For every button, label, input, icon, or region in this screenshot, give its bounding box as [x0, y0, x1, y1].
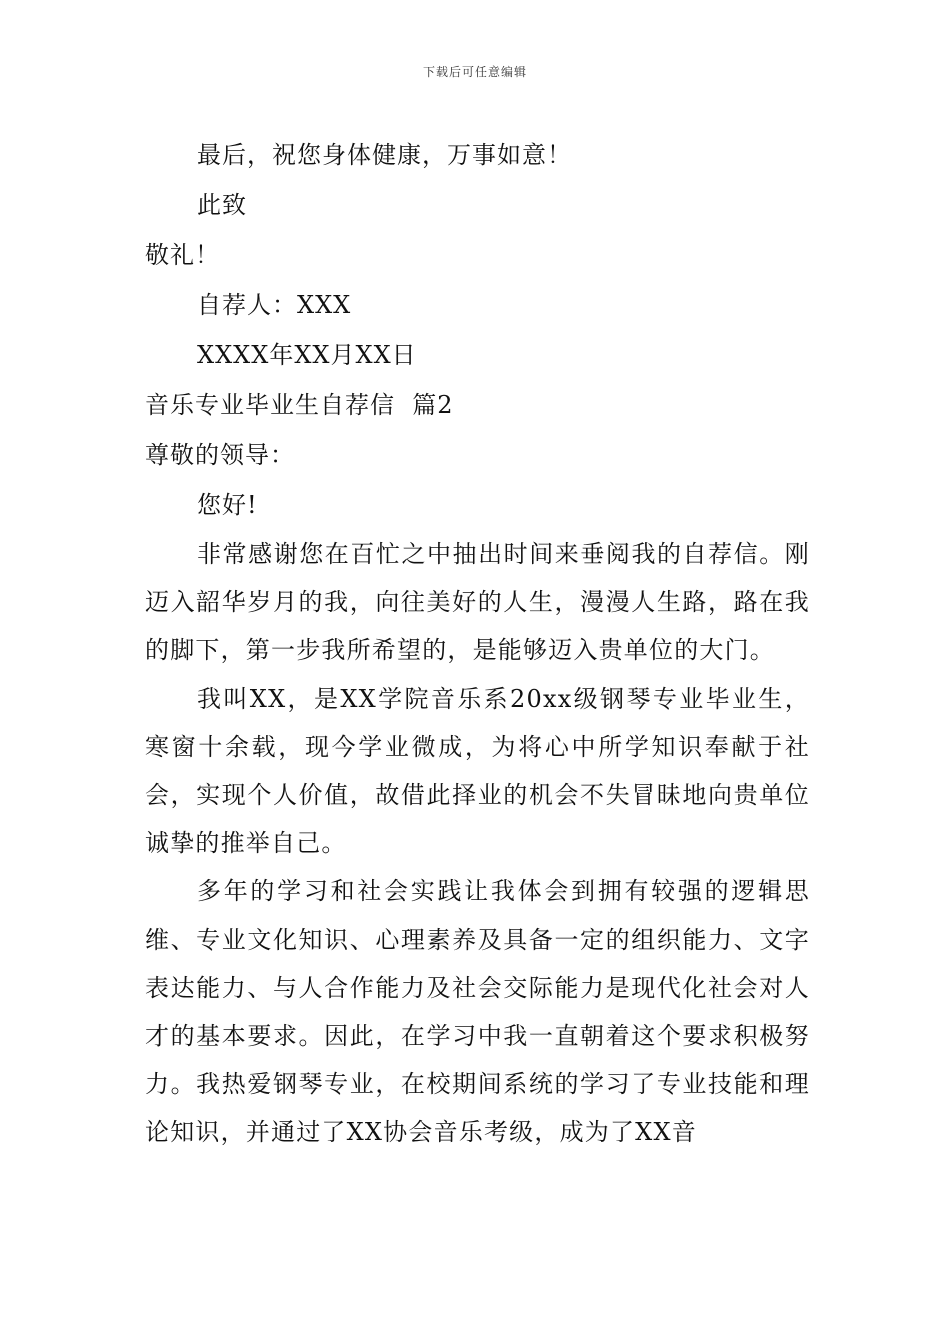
addressee: 尊敬的领导： [145, 441, 295, 469]
greeting: 您好! [197, 491, 258, 519]
document-body [145, 130, 810, 1157]
section-title: 音乐专业毕业生自荐信 篇2 [145, 391, 454, 419]
salutation-line-1: 此致 [197, 191, 247, 219]
closing-wish: 最后，祝您身体健康，万事如意！ [197, 141, 572, 169]
salutation-line-2: 敬礼！ [145, 241, 220, 269]
paragraph: 非常感谢您在百忙之中抽出时间来垂阅我的自荐信。刚迈入韶华岁月的我，向往美好的人生，漫漫人生路，路在我的脚下，第一步我所希望的，是能够迈入贵单位的大门。 [145, 540, 810, 665]
paragraph: 我叫XX，是XX学院音乐系20xx级钢琴专业毕业生，寒窗十余载，现今学业微成，为将心中所学知识奉献于社会，实现个人价值，故借此择业的机会不失冒昧地向贵单位诚挚的推举自己。 [145, 684, 810, 858]
signature: 自荐人：XXX [197, 291, 352, 319]
date: XXXX年XX月XX日 [197, 341, 417, 369]
paragraph: 多年的学习和社会实践让我体会到拥有较强的逻辑思维、专业文化知识、心理素养及具备一定的组织能力、文字表达能力、与人合作能力及社会交际能力是现代化社会对人才的基本要求。因此，在学习中我一直朝着这个要求积极努力。我热爱钢琴专业，在校期间系统的学习了专业技能和理论知识，并通过了XX协会音乐考级，成为了XX音 [145, 877, 810, 1147]
header-note: 下载后可任意编辑 [422, 65, 527, 79]
